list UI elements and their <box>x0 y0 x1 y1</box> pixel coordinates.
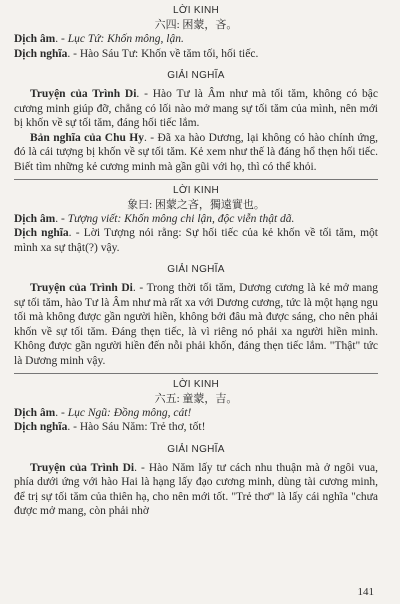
section-title: LỜI KINH <box>173 184 219 196</box>
dich-am-text: Tượng viết: Khốn mông chi lận, độc viễn thật dã. <box>67 212 295 225</box>
dich-am-line: Dịch âm. - Lục Tứ: Khốn mông, lận. <box>14 33 184 45</box>
commentary-text: Hào Tư là Âm như mà tối tăm, không có bậc cương minh giúp đỡ, chẳng có lối nào mở mang sự tối tăm của mình, nên mới bị khốn về sự tối tăm, đáng hối tiếc lắm. <box>14 88 378 130</box>
dich-nghia-text: Hào Sáu Tư: Khốn về tăm tối, hối tiếc. <box>79 47 259 60</box>
section-title: GIẢI NGHĨA <box>167 443 225 455</box>
section-title: LỜI KINH <box>173 5 219 16</box>
dich-nghia-label: Dịch nghĩa <box>14 421 68 434</box>
dich-nghia-label: Dịch nghĩa <box>14 227 69 240</box>
commentary-label: Truyện của Trình Di <box>30 282 133 295</box>
document-page <box>14 4 378 519</box>
dich-nghia-line: Dịch nghĩa. - Lời Tượng nói rằng: Sự hối tiếc của kẻ khốn về tối tăm, một mình xa sự thật(?) vậy. <box>14 227 378 254</box>
dich-am-label: Dịch âm <box>14 406 56 419</box>
section-title: GIẢI NGHĨA <box>167 70 225 81</box>
page-number: 141 <box>357 586 374 598</box>
dich-am-label: Dịch âm <box>14 33 56 45</box>
dich-am-text: Lục Ngũ: Đồng mông, cát! <box>67 406 192 419</box>
dich-nghia-line: Dịch nghĩa. - Hào Sáu Tư: Khốn về tăm tối, hối tiếc. <box>14 47 259 60</box>
commentary-paragraph: Bản nghĩa của Chu Hy. - Đã xa hào Dương, lại không có hào chính ứng, đó là cái tượng bị khốn về sự tối tăm. Kẻ xem như thế là đáng hổ thẹn hối tiếc. Biết tìm những kẻ cương minh mà gần gũi với họ, thì có thể khỏi. <box>14 131 378 173</box>
section-title: GIẢI NGHĨA <box>167 264 225 276</box>
dich-nghia-text: Hào Sáu Năm: Trẻ thơ, tốt! <box>79 421 206 434</box>
dich-am-line: Dịch âm. - Lục Ngũ: Đồng mông, cát! <box>14 406 192 419</box>
section-divider <box>14 373 378 374</box>
dich-am-label: Dịch âm <box>14 212 56 225</box>
dich-nghia-label: Dịch nghĩa <box>14 47 68 60</box>
section-title: LỜI KINH <box>173 378 219 390</box>
commentary-label: Truyện của Trình Di <box>30 88 137 100</box>
commentary-paragraph: Truyện của Trình Di. - Hào Tư là Âm như mà tối tăm, không có bậc cương minh giúp đỡ, chẳng có lối nào mở mang sự tối tăm của mình, nên mới bị khốn về sự tối tăm, đáng hối tiếc lắm. <box>14 88 378 130</box>
dich-nghia-line: Dịch nghĩa. - Hào Sáu Năm: Trẻ thơ, tốt! <box>14 421 206 434</box>
commentary-label: Truyện của Trình Di <box>30 461 135 474</box>
commentary-paragraph: Truyện của Trình Di. - Trong thời tối tăm, Dương cương là kẻ mở mang sự tối tăm, hào Tư là Âm như mà rất xa với Dương cương, tức là một hạng ngu tối mà không được gần người hiền, không bởi đâu mà được sáng, cho nên phải khốn về sự tối tăm. Đáng thẹn tiếc, là vì riêng nó phải xa người hiền minh. Không được gần người hiền đến nỗi phải khốn, đáng thẹn tiếc lắm. "Thật" tức là Dương minh vậy. <box>14 282 378 368</box>
commentary-label: Bản nghĩa của Chu Hy <box>30 131 144 144</box>
dich-nghia-text: Lời Tượng nói rằng: Sự hối tiếc của kẻ khốn về tối tăm, một mình xa sự thật(?) vậy. <box>14 227 378 254</box>
chinese-text: 六五: 童蒙，吉。 <box>154 392 238 405</box>
commentary-text: Trong thời tối tăm, Dương cương là kẻ mở mang sự tối tăm, hào Tư là Âm như mà rất xa với Dương cương, tức là một hạng ngu tối mà không được gần người hiền, không bởi đâu mà được sáng, cho nên phải khốn về sự tối tăm. Đáng thẹn tiếc, là vì riêng nó phải xa người hiền minh. Không được gần người hiền đến nỗi phải khốn, đáng thẹn tiếc lắm. "Thật" tức là Dương minh vậy. <box>14 282 378 368</box>
dich-am-line: Dịch âm. - Tượng viết: Khốn mông chi lận, độc viễn thật dã. <box>14 212 295 225</box>
commentary-paragraph: Truyện của Trình Di. - Hào Năm lấy tư cách nhu thuận mà ở ngôi vua, phía dưới ứng với hào Hai là hạng lấy đạo cương minh, dùng tài cương minh, để trị sự tối tăm của thiên hạ, cho nên mới tốt. "Trẻ thơ" là lấy cái nghĩa "chưa được mở mang, còn phải nhờ <box>14 461 378 518</box>
chinese-text: 象曰: 困蒙之吝，獨遠實也。 <box>127 198 265 211</box>
commentary-text: Hào Năm lấy tư cách nhu thuận mà ở ngôi vua, phía dưới ứng với hào Hai là hạng lấy đạo cương minh, dùng tài cương minh, để trị sự tối tăm của thiên hạ, cho nên mới tốt. "Trẻ thơ" là lấy cái nghĩa "chưa được mở mang, còn phải nhờ <box>14 461 378 518</box>
dich-am-text: Lục Tứ: Khốn mông, lận. <box>67 33 184 45</box>
section-divider <box>14 179 378 180</box>
commentary-text: Đã xa hào Dương, lại không có hào chính ứng, đó là cái tượng bị khốn về sự tối tăm. Kẻ xem như thế là đáng hổ thẹn hối tiếc. Biết tìm những kẻ cương minh mà gần gũi với họ, thì có thể khỏi. <box>14 131 378 173</box>
chinese-text: 六四: 困蒙，吝。 <box>154 19 238 31</box>
